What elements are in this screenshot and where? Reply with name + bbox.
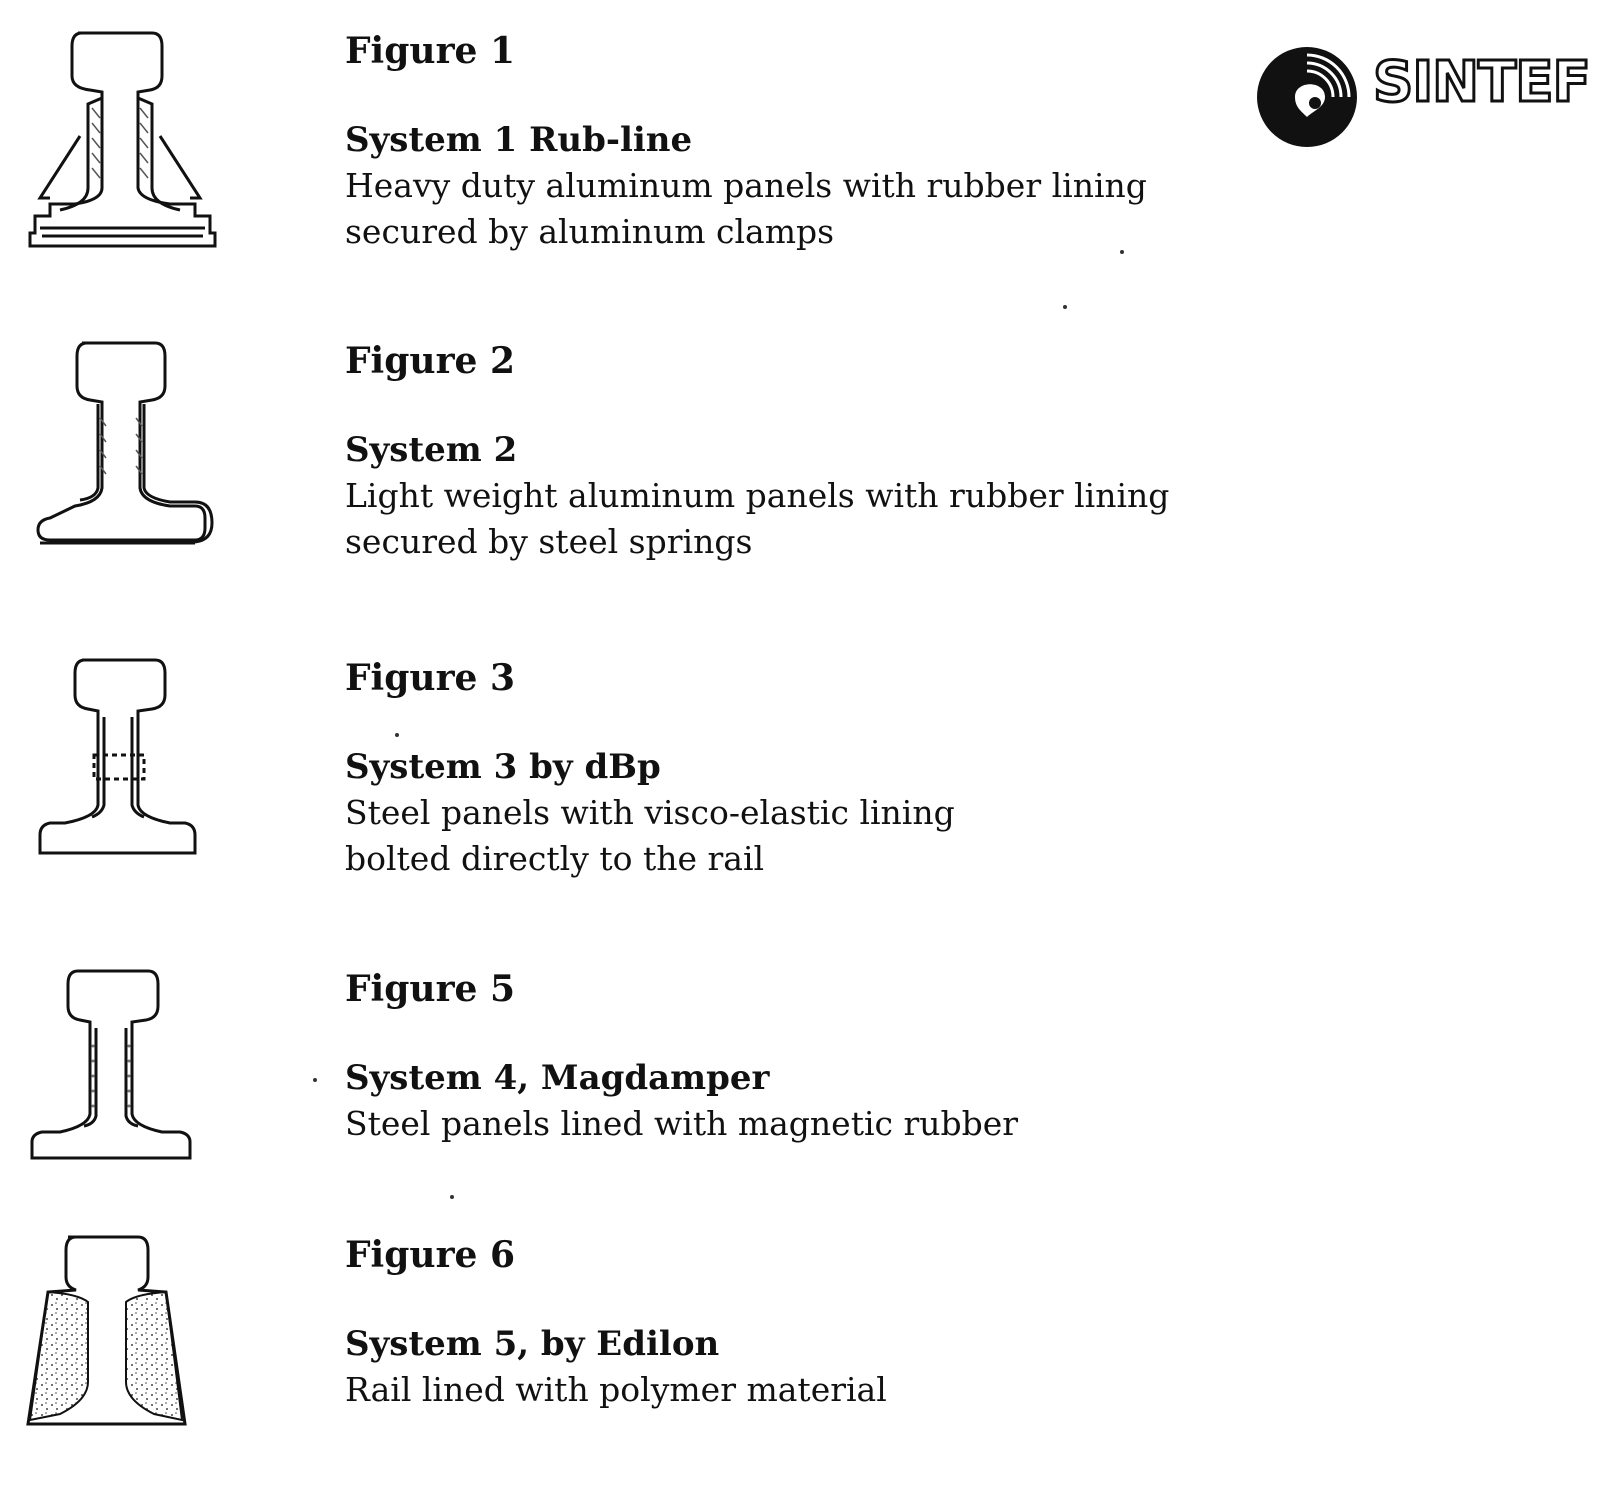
rail-spring-drawing-2 (20, 338, 230, 568)
figure-caption-1 (345, 28, 1245, 255)
system-title: System 3 by dBp (345, 747, 661, 787)
logo-wordmark: SINTEF (1373, 50, 1590, 115)
rail-magnetic-drawing-4 (20, 966, 230, 1196)
figure-label: Figure 6 (345, 1234, 516, 1276)
system-title: System 4, Magdamper (345, 1058, 770, 1098)
sintef-swirl-logo-icon (1255, 45, 1365, 155)
system-title: System 1 Rub-line (345, 120, 693, 160)
figure-label: Figure 2 (345, 340, 516, 382)
scan-speck (1063, 305, 1067, 309)
figure-label: Figure 1 (345, 30, 516, 72)
figure-caption-2 (345, 338, 1245, 565)
rail-polymer-drawing-5 (20, 1232, 230, 1462)
sintef-logo (1255, 45, 1590, 155)
figure-label: Figure 5 (345, 968, 516, 1010)
figure-label: Figure 3 (345, 657, 516, 699)
figure-caption-4 (345, 966, 1245, 1147)
description-line: secured by aluminum clamps (345, 212, 835, 251)
rail-bolted-drawing-3 (20, 655, 230, 885)
scan-speck (313, 1078, 317, 1082)
system-title: System 5, by Edilon (345, 1324, 720, 1364)
description-line: Steel panels with visco-elastic lining (345, 793, 955, 832)
description-line: Heavy duty aluminum panels with rubber lining (345, 166, 1147, 205)
scan-speck (1120, 250, 1124, 254)
description-line: secured by steel springs (345, 522, 753, 561)
scan-speck (395, 733, 399, 737)
figure-caption-5 (345, 1232, 1245, 1413)
system-title: System 2 (345, 430, 518, 470)
scan-speck (450, 1195, 454, 1199)
rail-clamp-drawing-1 (20, 28, 230, 258)
description-line: Light weight aluminum panels with rubber lining (345, 476, 1170, 515)
description-line: Steel panels lined with magnetic rubber (345, 1104, 1019, 1143)
description-line: bolted directly to the rail (345, 839, 765, 878)
figure-caption-3 (345, 655, 1245, 882)
description-line: Rail lined with polymer material (345, 1370, 887, 1409)
